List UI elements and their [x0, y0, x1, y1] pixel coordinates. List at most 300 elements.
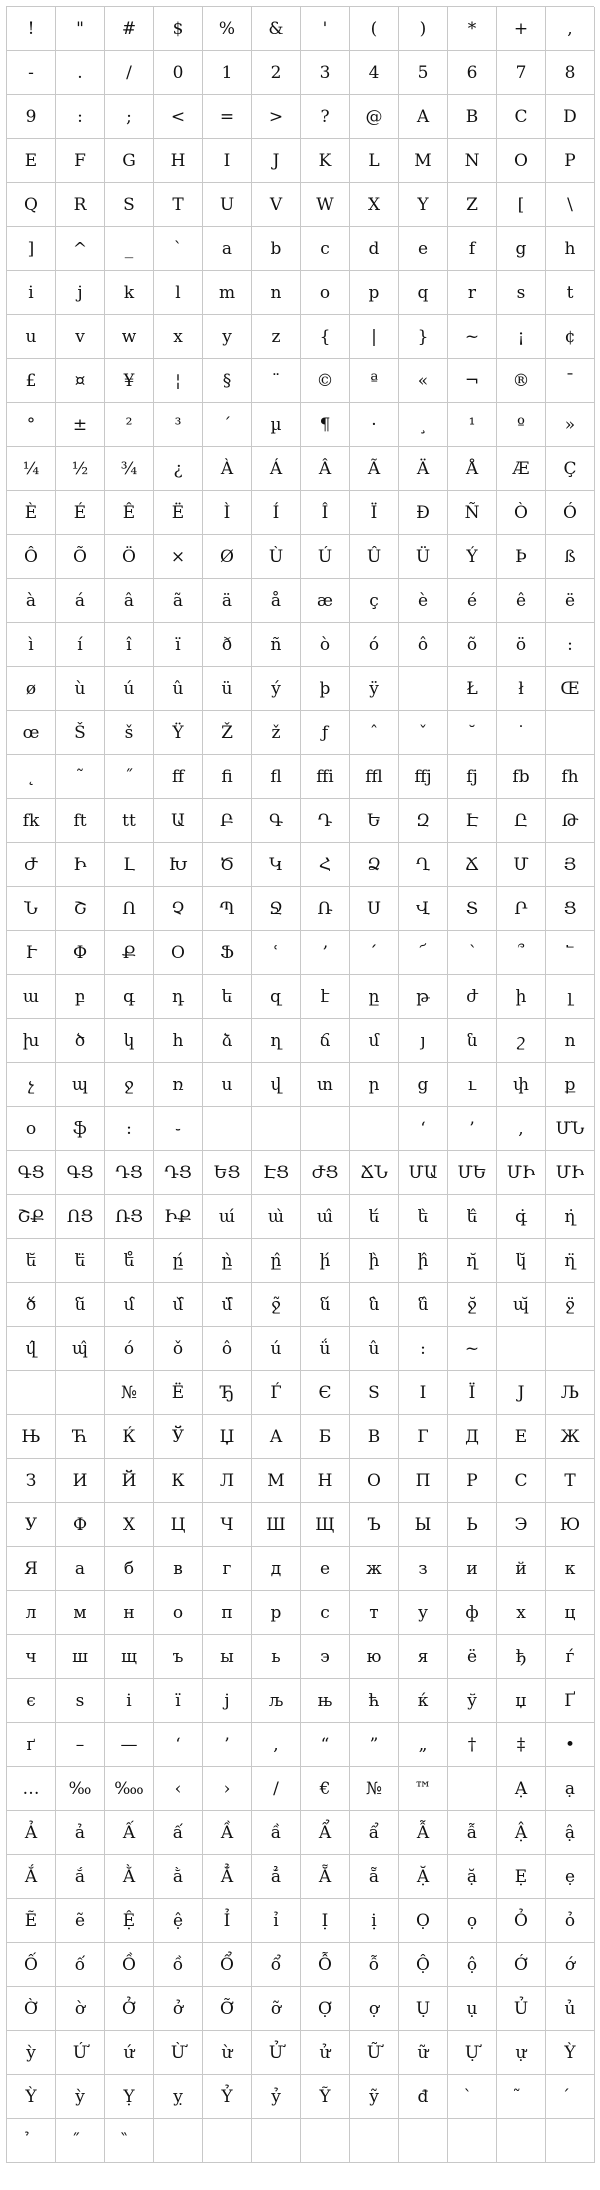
glyph-cell: Ö [105, 535, 154, 579]
glyph-cell: ª [350, 359, 399, 403]
glyph-cell: , [546, 7, 595, 51]
glyph-cell: A [399, 95, 448, 139]
glyph-cell: … [7, 1767, 56, 1811]
glyph-cell: ft [56, 799, 105, 843]
glyph-cell: š [105, 711, 154, 755]
glyph-cell: Ữ [350, 2031, 399, 2075]
glyph-cell: ợ [350, 1987, 399, 2031]
glyph-cell: B [448, 95, 497, 139]
glyph-cell: £ [7, 359, 56, 403]
glyph-cell: ձ [203, 1019, 252, 1063]
glyph-cell: ճ [301, 1019, 350, 1063]
glyph-cell: չ [7, 1063, 56, 1107]
glyph-cell: 5 [399, 51, 448, 95]
glyph-cell: ™ [399, 1767, 448, 1811]
glyph-cell: > [252, 95, 301, 139]
glyph-cell: п [203, 1591, 252, 1635]
glyph-cell: Ç [546, 447, 595, 491]
glyph-cell: Ց [546, 887, 595, 931]
glyph-cell: Í [252, 491, 301, 535]
glyph-cell [252, 1107, 301, 1151]
glyph-cell: L [350, 139, 399, 183]
glyph-cell: Ä [399, 447, 448, 491]
glyph-cell: ˘ [448, 711, 497, 755]
glyph-cell: զ [252, 975, 301, 1019]
glyph-cell: × [154, 535, 203, 579]
glyph-cell: ե̂ [448, 1195, 497, 1239]
glyph-cell: ¼ [7, 447, 56, 491]
glyph-cell: i [105, 1679, 154, 1723]
glyph-cell [252, 2119, 301, 2163]
glyph-cell: ь [252, 1635, 301, 1679]
glyph-cell: t [546, 271, 595, 315]
glyph-cell: v [56, 315, 105, 359]
glyph-cell [448, 2119, 497, 2163]
glyph-cell: л [7, 1591, 56, 1635]
glyph-cell: Ạ [497, 1767, 546, 1811]
glyph-cell: Ъ [350, 1503, 399, 1547]
glyph-cell: ի [497, 975, 546, 1019]
glyph-cell: ‡ [497, 1723, 546, 1767]
glyph-cell: Є [301, 1371, 350, 1415]
glyph-cell: ú [105, 667, 154, 711]
glyph-cell: Ỡ [203, 1987, 252, 2031]
glyph-cell: ш [56, 1635, 105, 1679]
glyph-cell [350, 1107, 399, 1151]
glyph-cell: î [105, 623, 154, 667]
glyph-cell: ќ [399, 1679, 448, 1723]
glyph-cell: % [203, 7, 252, 51]
glyph-cell: ե [203, 975, 252, 1019]
glyph-cell: : [546, 623, 595, 667]
glyph-cell: Ł [448, 667, 497, 711]
glyph-cell: Ú [301, 535, 350, 579]
glyph-cell [7, 1371, 56, 1415]
glyph-cell: Ր [497, 887, 546, 931]
glyph-cell: ï [154, 623, 203, 667]
glyph-cell: ƒ [301, 711, 350, 755]
glyph-cell: fk [7, 799, 56, 843]
glyph-cell: ԳՑ [7, 1151, 56, 1195]
glyph-cell: Ë [154, 491, 203, 535]
glyph-cell: Ղ [399, 843, 448, 887]
glyph-cell: ˇ [399, 711, 448, 755]
glyph-cell: â [105, 579, 154, 623]
glyph-cell: " [56, 7, 105, 51]
glyph-cell: S [105, 183, 154, 227]
glyph-cell: ở [154, 1987, 203, 2031]
glyph-cell: ) [399, 7, 448, 51]
glyph-cell: ֆ [56, 1107, 105, 1151]
glyph-cell: y [203, 315, 252, 359]
glyph-cell: ՜ [399, 931, 448, 975]
glyph-cell: Ի [56, 843, 105, 887]
glyph-cell: ½ [56, 447, 105, 491]
glyph-cell: Շ [56, 887, 105, 931]
glyph-cell: ụ [448, 1987, 497, 2031]
glyph-cell: Ớ [497, 1943, 546, 1987]
glyph-cell: Մ [497, 843, 546, 887]
glyph-cell: ї [154, 1679, 203, 1723]
glyph-cell: É [56, 491, 105, 535]
glyph-cell: ô [399, 623, 448, 667]
glyph-cell: + [497, 7, 546, 51]
glyph-cell: M [399, 139, 448, 183]
glyph-cell: Ệ [105, 1899, 154, 1943]
glyph-cell: ԴՑ [154, 1151, 203, 1195]
glyph-cell: ỳ [56, 2075, 105, 2119]
glyph-cell: ỗ [350, 1943, 399, 1987]
glyph-cell: ց [399, 1063, 448, 1107]
glyph-cell: լ [546, 975, 595, 1019]
glyph-cell: ‘ [399, 1107, 448, 1151]
glyph-cell: ứ [105, 2031, 154, 2075]
glyph-cell: ն̂ [399, 1283, 448, 1327]
glyph-cell: » [546, 403, 595, 447]
glyph-cell [350, 2119, 399, 2163]
glyph-cell: Օ [154, 931, 203, 975]
glyph-cell: Ü [399, 535, 448, 579]
glyph-cell: ԵՑ [203, 1151, 252, 1195]
glyph-cell: մ̈ [203, 1283, 252, 1327]
glyph-cell: † [448, 1723, 497, 1767]
glyph-cell: * [448, 7, 497, 51]
glyph-cell: ł [497, 667, 546, 711]
glyph-cell: Ш [252, 1503, 301, 1547]
glyph-cell: H [154, 139, 203, 183]
glyph-cell: § [203, 359, 252, 403]
glyph-cell: j [203, 1679, 252, 1723]
glyph-cell: { [301, 315, 350, 359]
glyph-cell: • [546, 1723, 595, 1767]
glyph-cell: ґ [7, 1723, 56, 1767]
glyph-cell: Ỵ [105, 2075, 154, 2119]
glyph-cell: ՄԻ [546, 1151, 595, 1195]
glyph-cell: fb [497, 755, 546, 799]
glyph-cell: ß [546, 535, 595, 579]
glyph-cell: к [546, 1547, 595, 1591]
glyph-cell [546, 2075, 595, 2119]
glyph-cell: Յ [546, 843, 595, 887]
glyph-cell: Ï [350, 491, 399, 535]
glyph-cell: ե̈ [56, 1239, 105, 1283]
glyph-cell: ն [448, 1019, 497, 1063]
glyph-cell: é [448, 579, 497, 623]
glyph-cell: ս [203, 1063, 252, 1107]
glyph-cell: м [56, 1591, 105, 1635]
glyph-cell: Т [546, 1459, 595, 1503]
glyph-cell: С [497, 1459, 546, 1503]
glyph-cell: z [252, 315, 301, 359]
glyph-cell: շ [497, 1019, 546, 1063]
glyph-cell: C [497, 95, 546, 139]
glyph-cell: տ [301, 1063, 350, 1107]
glyph-cell [546, 711, 595, 755]
glyph-cell: պ [56, 1063, 105, 1107]
glyph-cell: ẩ [350, 1811, 399, 1855]
glyph-cell: a [203, 227, 252, 271]
glyph-cell: / [105, 51, 154, 95]
glyph-cell: l [154, 271, 203, 315]
glyph-cell: r [448, 271, 497, 315]
glyph-cell: ՄԱ [399, 1151, 448, 1195]
glyph-cell: ; [105, 95, 154, 139]
glyph-cell [301, 2119, 350, 2163]
glyph-cell: ô [203, 1327, 252, 1371]
glyph-cell: հ [154, 1019, 203, 1063]
glyph-cell: ч [7, 1635, 56, 1679]
glyph-cell: ² [105, 403, 154, 447]
glyph-cell: ó [350, 623, 399, 667]
glyph-cell [399, 2119, 448, 2163]
glyph-cell: S [350, 1371, 399, 1415]
glyph-cell: < [154, 95, 203, 139]
glyph-cell: а [56, 1547, 105, 1591]
glyph-cell: Ẩ [301, 1811, 350, 1855]
glyph-cell: Ծ [203, 843, 252, 887]
glyph-cell: ц [546, 1591, 595, 1635]
glyph-cell: Ị [301, 1899, 350, 1943]
glyph-cell: Y [399, 183, 448, 227]
glyph-cell: Б [301, 1415, 350, 1459]
glyph-cell: ՟ [546, 931, 595, 975]
glyph-cell: ffl [350, 755, 399, 799]
glyph-cell: ի̂ [399, 1239, 448, 1283]
glyph-cell: վ [252, 1063, 301, 1107]
glyph-cell: ՄՆ [546, 1107, 595, 1151]
glyph-cell: ả [56, 1811, 105, 1855]
glyph-cell: d [350, 227, 399, 271]
glyph-cell: Ж [546, 1415, 595, 1459]
glyph-cell: \ [546, 183, 595, 227]
glyph-cell [448, 2075, 497, 2119]
glyph-cell: ò [301, 623, 350, 667]
glyph-cell: 1 [203, 51, 252, 95]
glyph-cell: = [203, 95, 252, 139]
glyph-cell: ¯ [546, 359, 595, 403]
glyph-cell: Î [301, 491, 350, 535]
glyph-cell: þ [301, 667, 350, 711]
glyph-cell: Ằ [105, 1855, 154, 1899]
glyph-cell: Å [448, 447, 497, 491]
glyph-cell: O [497, 139, 546, 183]
glyph-cell: ˝ [105, 755, 154, 799]
glyph-cell: Й [105, 1459, 154, 1503]
glyph-cell: ъ [154, 1635, 203, 1679]
glyph-cell [301, 1107, 350, 1151]
glyph-cell: ե́ [350, 1195, 399, 1239]
glyph-cell: Њ [7, 1415, 56, 1459]
glyph-cell: Ÿ [154, 711, 203, 755]
glyph-cell: · [350, 403, 399, 447]
glyph-cell [154, 2119, 203, 2163]
glyph-cell: Â [301, 447, 350, 491]
glyph-cell: À [203, 447, 252, 491]
glyph-cell: Û [350, 535, 399, 579]
glyph-cell: œ [7, 711, 56, 755]
glyph-cell: ü [203, 667, 252, 711]
glyph-cell: ự [497, 2031, 546, 2075]
glyph-cell: Ỳ [546, 2031, 595, 2075]
glyph-cell [203, 1107, 252, 1151]
glyph-cell: f [448, 227, 497, 271]
glyph-cell: ¹ [448, 403, 497, 447]
glyph-cell: У [7, 1503, 56, 1547]
glyph-cell: D [546, 95, 595, 139]
glyph-cell: џ [497, 1679, 546, 1723]
glyph-cell: є [7, 1679, 56, 1723]
glyph-cell: Ջ [252, 887, 301, 931]
glyph-cell: մ́ [105, 1283, 154, 1327]
glyph-cell: ՞ [497, 931, 546, 975]
glyph-cell: ẽ [56, 1899, 105, 1943]
glyph-cell: ˜ [56, 755, 105, 799]
glyph-cell: F [56, 139, 105, 183]
glyph-cell: Բ [203, 799, 252, 843]
glyph-cell: П [399, 1459, 448, 1503]
glyph-cell: ¢ [546, 315, 595, 359]
glyph-cell: Կ [252, 843, 301, 887]
glyph-cell: ố [56, 1943, 105, 1987]
glyph-cell: ¾ [105, 447, 154, 491]
glyph-cell: Ồ [105, 1943, 154, 1987]
glyph-cell: ա̂ [301, 1195, 350, 1239]
glyph-cell: ê [497, 579, 546, 623]
glyph-cell [497, 2075, 546, 2119]
glyph-cell: € [301, 1767, 350, 1811]
glyph-cell: ộ [448, 1943, 497, 1987]
glyph-cell: г [203, 1547, 252, 1591]
glyph-cell: Х [105, 1503, 154, 1547]
glyph-cell: Ấ [105, 1811, 154, 1855]
glyph-cell: q [399, 271, 448, 315]
glyph-cell: ‰ [56, 1767, 105, 1811]
glyph-cell: ¶ [301, 403, 350, 447]
glyph-cell: А [252, 1415, 301, 1459]
glyph-cell: ծ [56, 1019, 105, 1063]
glyph-cell: n [252, 271, 301, 315]
glyph-cell: ԺՑ [301, 1151, 350, 1195]
glyph-cell [399, 667, 448, 711]
glyph-cell: ‘ [154, 1723, 203, 1767]
glyph-cell: ՙ [252, 931, 301, 975]
glyph-cell: К [154, 1459, 203, 1503]
glyph-cell: Õ [56, 535, 105, 579]
glyph-cell: Ợ [301, 1987, 350, 2031]
glyph-cell: դ [154, 975, 203, 1019]
glyph-cell: | [350, 315, 399, 359]
glyph-cell: 6 [448, 51, 497, 95]
glyph-cell: Ứ [56, 2031, 105, 2075]
glyph-cell: ỷ [252, 2075, 301, 2119]
glyph-cell: ệ [154, 1899, 203, 1943]
glyph-cell: М [252, 1459, 301, 1503]
glyph-cell: K [301, 139, 350, 183]
glyph-cell: ÿ [350, 667, 399, 711]
glyph-cell: è [399, 579, 448, 623]
glyph-cell: i [7, 271, 56, 315]
glyph-cell: & [252, 7, 301, 51]
glyph-cell: à [7, 579, 56, 623]
glyph-cell [56, 1371, 105, 1415]
glyph-cell: P [546, 139, 595, 183]
glyph-cell: մ [350, 1019, 399, 1063]
glyph-cell: Н [301, 1459, 350, 1503]
glyph-cell: ա̀ [252, 1195, 301, 1239]
glyph-cell: ե̊ [105, 1239, 154, 1283]
glyph-cell: p [350, 271, 399, 315]
glyph-cell: ỹ [350, 2075, 399, 2119]
glyph-cell: № [105, 1371, 154, 1415]
glyph-cell [448, 1767, 497, 1811]
glyph-cell: կ̆ [497, 1239, 546, 1283]
glyph-cell: ǒ [154, 1327, 203, 1371]
glyph-cell: н [105, 1591, 154, 1635]
glyph-cell: ֊ [154, 1107, 203, 1151]
glyph-cell: 8 [546, 51, 595, 95]
glyph-cell: ö [497, 623, 546, 667]
glyph-cell: Ờ [7, 1987, 56, 2031]
glyph-cell: Ừ [154, 2031, 203, 2075]
glyph-cell: Ẹ [497, 1855, 546, 1899]
glyph-cell: о [154, 1591, 203, 1635]
glyph-cell: @ [350, 95, 399, 139]
glyph-cell: Ø [203, 535, 252, 579]
glyph-cell: j [56, 271, 105, 315]
glyph-cell: О [350, 1459, 399, 1503]
glyph-cell [105, 2119, 154, 2163]
glyph-cell: ủ [546, 1987, 595, 2031]
glyph-cell: Ë [154, 1371, 203, 1415]
glyph-cell: ffj [399, 755, 448, 799]
glyph-cell: ỳ [7, 2031, 56, 2075]
glyph-cell: պ̂ [56, 1327, 105, 1371]
glyph-cell: I [203, 139, 252, 183]
glyph-cell: Ẳ [203, 1855, 252, 1899]
glyph-cell: ỉ [252, 1899, 301, 1943]
glyph-cell: ւ [448, 1063, 497, 1107]
glyph-cell: ն́ [301, 1283, 350, 1327]
glyph-cell: R [56, 183, 105, 227]
glyph-cell: Ộ [399, 1943, 448, 1987]
glyph-cell: գ [105, 975, 154, 1019]
glyph-cell: I [399, 1371, 448, 1415]
glyph-cell: ф [448, 1591, 497, 1635]
glyph-cell: Պ [203, 887, 252, 931]
glyph-cell: Ñ [448, 491, 497, 535]
glyph-cell: ø [7, 667, 56, 711]
glyph-cell: Ử [252, 2031, 301, 2075]
glyph-cell: Ặ [399, 1855, 448, 1899]
glyph-cell: ä [203, 579, 252, 623]
glyph-cell: Ѓ [252, 1371, 301, 1415]
glyph-cell: ի́ [301, 1239, 350, 1283]
glyph-cell: Ý [448, 535, 497, 579]
glyph-cell: № [350, 1767, 399, 1811]
glyph-cell: ը̂ [252, 1239, 301, 1283]
glyph-cell: g [497, 227, 546, 271]
glyph-cell: ử [301, 2031, 350, 2075]
glyph-cell: Ґ [546, 1679, 595, 1723]
glyph-cell: Ն [7, 887, 56, 931]
glyph-cell: V [252, 183, 301, 227]
glyph-cell: б [105, 1547, 154, 1591]
glyph-cell: G [105, 139, 154, 183]
glyph-cell: Ф [56, 1503, 105, 1547]
glyph-cell: “ [301, 1723, 350, 1767]
glyph-cell: s [497, 271, 546, 315]
glyph-cell: Ỗ [301, 1943, 350, 1987]
